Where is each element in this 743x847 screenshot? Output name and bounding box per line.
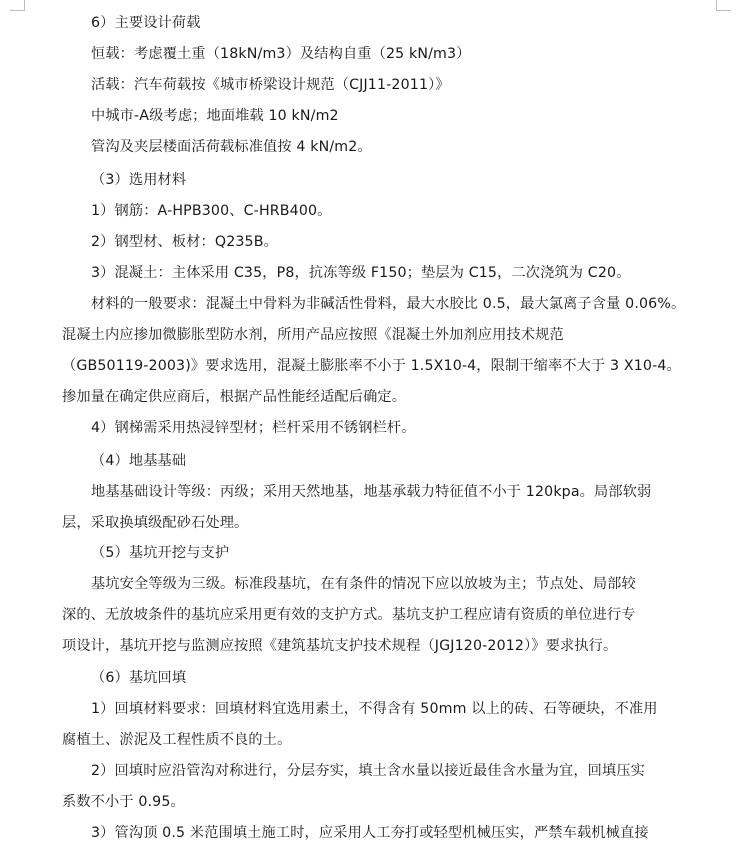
- page-corner-mark-left: [10, 0, 25, 11]
- paragraph-line: 混凝土内应掺加微膨胀型防水剂，所用产品应按照《混凝土外加剂应用技术规范: [62, 327, 564, 343]
- paragraph-line: 3）管沟顶 0.5 米范围填土施工时，应采用人工夯打或轻型机械压实，严禁车载机械直接: [91, 825, 649, 841]
- section-heading-design-loads: 6）主要设计荷载: [91, 15, 201, 31]
- page-corner-mark-right: [716, 0, 731, 11]
- section-heading-excavation: （5）基坑开挖与支护: [91, 545, 230, 561]
- paragraph-line: 1）钢筋：A-HPB300、C-HRB400。: [91, 203, 332, 219]
- paragraph-line: 管沟及夹层楼面活荷载标准值按 4 kN/m2。: [91, 139, 372, 155]
- paragraph-line: 2）钢型材、板材：Q235B。: [91, 234, 278, 250]
- section-heading-backfill: （6）基坑回填: [91, 670, 187, 686]
- paragraph-line: 层，采取换填级配砂石处理。: [62, 515, 249, 531]
- paragraph-line: （GB50119-2003)》要求选用，混凝土膨胀率不小于 1.5X10-4，限制干缩率不大于 3 X10-4。: [62, 358, 681, 374]
- paragraph-line: 材料的一般要求：混凝土中骨料为非碱活性骨料，最大水胶比 0.5，最大氯离子含量 0.06%。: [91, 296, 686, 312]
- paragraph-line: 地基基础设计等级：丙级；采用天然地基，地基承载力特征值不小于 120kpa。局部软弱: [91, 484, 652, 500]
- paragraph-line: 4）钢梯需采用热浸锌型材；栏杆采用不锈钢栏杆。: [91, 420, 416, 436]
- paragraph-line: 项设计，基坑开挖与监测应按照《建筑基坑支护技术规程（JGJ120-2012）》要求执行。: [62, 638, 618, 654]
- paragraph-line: 系数不小于 0.95。: [62, 794, 185, 810]
- section-heading-foundation: （4）地基基础: [91, 453, 187, 469]
- paragraph-line: 1）回填材料要求：回填材料宜选用素土，不得含有 50mm 以上的砖、石等硬块，不准用: [91, 701, 658, 717]
- paragraph-line: 掺加量在确定供应商后，根据产品性能经适配后确定。: [62, 389, 407, 405]
- paragraph-line: 中城市-A级考虑；地面堆载 10 kN/m2: [91, 108, 339, 124]
- paragraph-line: 恒载：考虑覆土重（18kN/m3）及结构自重（25 kN/m3）: [91, 46, 471, 62]
- section-heading-materials: （3）选用材料: [91, 172, 187, 188]
- paragraph-line: 活载：汽车荷载按《城市桥梁设计规范（CJJ11-2011）》: [91, 77, 450, 93]
- paragraph-line: 2）回填时应沿管沟对称进行，分层夯实，填土含水量以接近最佳含水量为宜，回填压实: [91, 763, 646, 779]
- paragraph-line: 腐植土、淤泥及工程性质不良的土。: [62, 732, 292, 748]
- paragraph-line: 基坑安全等级为三级。标准段基坑，在有条件的情况下应以放坡为主；节点处、局部较: [91, 576, 636, 592]
- paragraph-line: 3）混凝土：主体采用 C35，P8，抗冻等级 F150；垫层为 C15，二次浇筑为 C20。: [91, 265, 631, 281]
- paragraph-line: 深的、无放坡条件的基坑应采用更有效的支护方式。基坑支护工程应请有资质的单位进行专: [62, 607, 636, 623]
